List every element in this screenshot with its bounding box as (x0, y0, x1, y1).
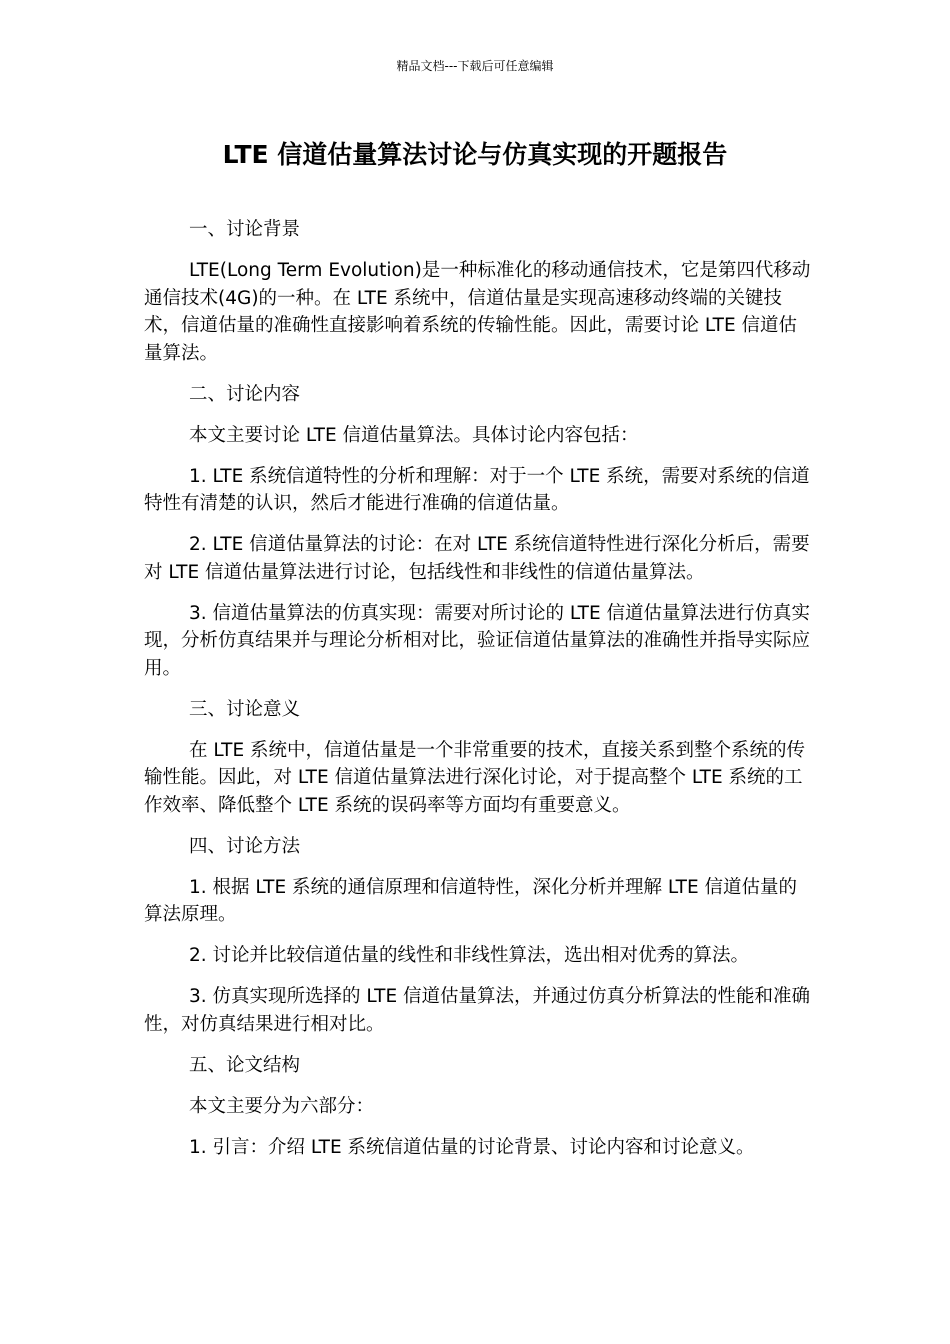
section-heading-content: 二、讨论内容 (189, 383, 301, 405)
document-title: LTE 信道估量算法讨论与仿真实现的开题报告 (222, 140, 728, 169)
document-body (144, 216, 814, 1175)
list-item-content-2: 2. LTE 信道估量算法的讨论：在对 LTE 系统信道特性进行深化分析后，需要对 LTE 信道估量算法进行讨论，包括线性和非线性的信道估量算法。 (144, 534, 810, 583)
list-item-content-3: 3. 信道估量算法的仿真实现：需要对所讨论的 LTE 信道估量算法进行仿真实现，分析仿真结果并与理论分析相对比，验证信道估量算法的准确性并指导实际应用。 (144, 602, 811, 679)
paragraph-significance: 在 LTE 系统中，信道估量是一个非常重要的技术，直接关系到整个系统的传输性能。因此，对 LTE 信道估量算法进行深化讨论，对于提高整个 LTE 系统的工作效率、降低整个 LTE 系统的误码率等方面均有重要意义。 (144, 739, 806, 816)
list-item-method-2: 2. 讨论并比较信道估量的线性和非线性算法，选出相对优秀的算法。 (189, 945, 750, 966)
list-item-structure-1: 1. 引言：介绍 LTE 系统信道估量的讨论背景、讨论内容和讨论意义。 (189, 1136, 755, 1158)
page-header: 精品文档---下载后可任意编辑 (396, 59, 554, 73)
section-heading-structure: 五、论文结构 (189, 1054, 301, 1076)
list-item-content-1: 1. LTE 系统信道特性的分析和理解：对于一个 LTE 系统，需要对系统的信道特性有清楚的认识，然后才能进行准确的信道估量。 (144, 465, 810, 514)
list-item-method-1: 1. 根据 LTE 系统的通信原理和信道特性，深化分析并理解 LTE 信道估量的算法原理。 (144, 876, 798, 925)
paragraph-structure-intro: 本文主要分为六部分： (189, 1095, 375, 1117)
paragraph-content-intro: 本文主要讨论 LTE 信道估量算法。具体讨论内容包括： (189, 424, 639, 446)
section-heading-significance: 三、讨论意义 (189, 698, 301, 720)
paragraph-background: LTE(Long Term Evolution)是一种标准化的移动通信技术，它是第四代移动通信技术(4G)的一种。在 LTE 系统中，信道估量是实现高速移动终端的关键技术，信道估量的准确性直接影响着系统的传输性能。因此，需要讨论 LTE 信道估量算法。 (144, 260, 811, 364)
section-heading-methods: 四、讨论方法 (189, 835, 301, 857)
section-heading-background: 一、讨论背景 (189, 219, 301, 240)
list-item-method-3: 3. 仿真实现所选择的 LTE 信道估量算法，并通过仿真分析算法的性能和准确性，对仿真结果进行相对比。 (144, 986, 811, 1035)
